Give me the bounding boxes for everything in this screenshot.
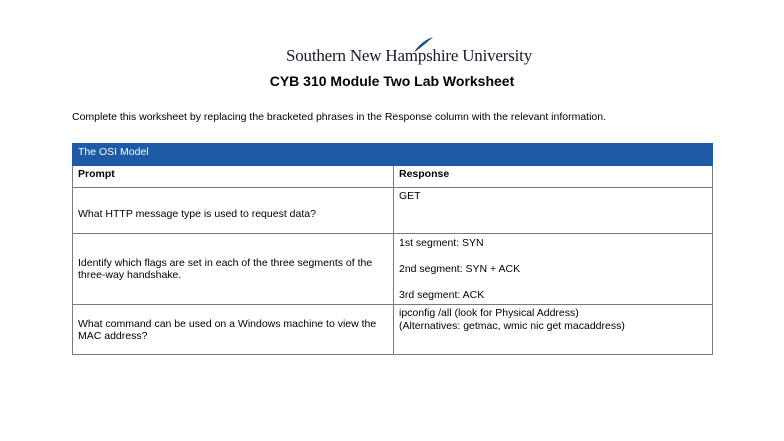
prompt-column-header: Prompt (73, 166, 394, 188)
logo-wordmark: Southern New Hampshire University (286, 46, 532, 65)
table-banner-row (73, 144, 713, 166)
table-row (73, 234, 713, 305)
response-cell[interactable] (394, 188, 713, 234)
table-row (73, 188, 713, 234)
table-row (73, 305, 713, 355)
response-line: 1st segment: SYN (399, 237, 484, 249)
prompt-cell: What HTTP message type is used to request data? (73, 188, 394, 234)
page-title: CYB 310 Module Two Lab Worksheet (269, 73, 515, 89)
response-line: (Alternatives: getmac, wmic nic get macaddress) (399, 320, 625, 332)
worksheet-table (72, 143, 713, 355)
prompt-cell: What command can be used on a Windows machine to view the MAC address? (73, 305, 394, 355)
table-header-row (73, 166, 713, 188)
response-line: ipconfig /all (look for Physical Address) (399, 307, 579, 319)
prompt-cell: Identify which flags are set in each of the three segments of the three-way handshake. (73, 234, 394, 305)
response-cell[interactable] (394, 305, 713, 355)
table-banner: The OSI Model (73, 144, 713, 166)
response-cell[interactable] (394, 234, 713, 305)
response-line: 3rd segment: ACK (399, 289, 485, 301)
feather-icon (412, 36, 434, 54)
response-line: GET (399, 190, 421, 202)
university-logo (286, 38, 532, 68)
instructions-text: Complete this worksheet by replacing the bracketed phrases in the Response column with the relevant information. (72, 111, 607, 123)
response-line: 2nd segment: SYN + ACK (399, 263, 521, 275)
response-column-header: Response (394, 166, 713, 188)
